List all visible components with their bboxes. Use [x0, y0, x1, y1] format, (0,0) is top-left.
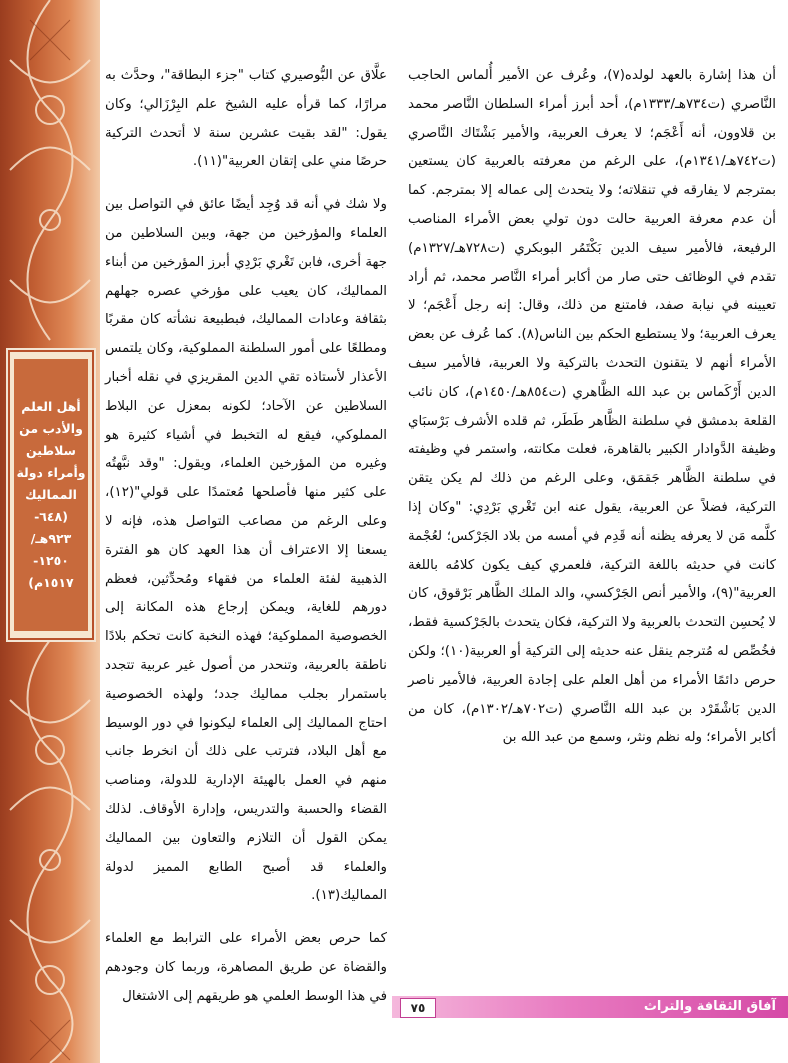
section-label-text: [14, 359, 88, 631]
section-label-line: (٦٤٨-: [34, 509, 68, 524]
text-column-left: [105, 62, 387, 1004]
paragraph: علَّاق عن البُّوصيري كتاب "جزء البطاقة"، وحدَّث به مرارًا، كما قرأه عليه الشيخ علم البِرْزَالي؛ وكان يقول: "لقد بقيت عشرين سنة لا أتحدث التركية حرصًا مني على إتقان العربية"(١١).: [105, 68, 387, 170]
section-label-line: سلاطين: [26, 443, 76, 458]
page-number: ٧٥: [400, 998, 436, 1018]
paragraph: ولا شك في أنه قد وُجِد أيضًا عائق في التواصل بين العلماء والمؤرخين من جهة، وبين السلاطين من جهة أخرى، فابن تَغْري بَرْدِي أبرز المؤرخين من أبناء المماليك، كان يعيب على مؤرخي عصره جهلهم بثقافة وعادات المماليك، فبطبيعة نشأته كان مقربًا ومطلعًا على أمور السلطنة المملوكية، وكان يلتمس الأعذار لأستاذه تقي الدين المقريزي في نقله أخبار السلاطين عن الآحاد؛ لكونه بمعزل عن البلاط المملوكي، فيقع له التخبط في أشياء كثيرة هو وغيره من المؤرخين العلماء، ويقول: "وقد نبَّهتُه على كثير منها فأصلحها مُعتمدًا على قولي"(١٢)، وعلى الرغم من مصاعب التواصل هذه، فإنه لا يسعنا إلا الاعتراف أن هذا العهد كان هو الفترة الذهبية لفئة العلماء من فقهاء ومُحدِّثين، فعظم دورهم للغاية، ويمكن إرجاع هذه المكانة إلى الخصوصية المملوكية؛ فهذه النخبة كانت تحكم بلادًا ناطقة بالعربية، وتنحدر من أصول غير عربية تتجدد باستمرار بجلب مماليك جدد؛ ولهذه الخصوصية احتاج المماليك إلى العلماء ليكونوا في دور الوسيط مع أهل البلاد، فترتب على ذلك أن انخرط جانب منهم في العمل بالهيئة الإدارية للدولة، ومناصب القضاء والحسبة والتدريس، وإدارة الأوقاف. لذلك يمكن القول أن التلازم والتعاون بين المماليك والعلماء قد أصبح الطابع المميز لدولة المماليك(١٣).: [105, 197, 387, 904]
section-label-line: وأمراء دولة: [16, 465, 86, 480]
decorative-side-strip: [0, 0, 100, 1063]
text-column-right: [408, 62, 776, 994]
section-label-line: أهل العلم: [21, 399, 81, 414]
section-label-line: والأدب من: [19, 421, 83, 436]
section-label-line: ١٥١٧م): [28, 575, 74, 590]
section-label-line: ١٢٥٠-: [33, 553, 69, 568]
magazine-title: آفاق الثقافة والتراث: [643, 999, 776, 1014]
section-label-box: [6, 348, 96, 642]
section-label-line: المماليك: [25, 487, 77, 502]
paragraph: كما حرص بعض الأمراء على الترابط مع العلماء والقضاة عن طريق المصاهرة، وربما كان وجودهم في هذا الوسط العلمي هو طريقهم إلى الاشتغال: [105, 931, 387, 1004]
section-label-line: ٩٢٣هـ/: [30, 531, 72, 546]
paragraph: أن هذا إشارة بالعهد لولده(٧)، وعُرف عن الأمير أُلماس الحاجب النَّاصري (ت٧٣٤هـ/١٣٣٣م)، أحد أبرز أمراء السلطان النَّاصر محمد بن قلاوون، أنه أَعْجَم؛ لا يعرف العربية، والأمير بَشْتَاك النَّاصري (ت٧٤٢هـ/١٣٤١م)، على الرغم من معرفته بالعربية كان يستعين بمترجم لا يفارقه في تنقلاته؛ ولا يتحدث إلى عماله إلا بمترجم. كما أن عدم معرفة العربية حالت دون تولي بعض الأمراء المناصب الرفيعة، فالأمير سيف الدين بَكْتَمُر البوبكري (ت٧٢٨هـ/١٣٢٧م) تقدم في الوظائف حتى صار من أكابر أمراء النَّاصر محمد، ثم أراد تعيينه في نيابة صفد، فامتنع من ذلك، وقال: إنه رجل أَعْجَم؛ لا يعرف العربية؛ ولا يستطيع الحكم بين الناس(٨). كما عُرف عن بعض الأمراء أنهم لا يتقنون التحدث بالتركية ولا العربية، فالأمير سيف الدين أَرْكَماس بن عبد الله الظَّاهري (ت٨٥٤هـ/١٤٥٠م)، كان نائب القلعة بدمشق في سلطنة الظَّاهر طَطَر، ثم قلده الأشرف بَرْسبَاي وظيفة الدَّوادار الكبير بالقاهرة، فعلت مكانته، واستمر في وظيفته في سلطنة الظَّاهر جَقمَق، وعلى الرغم من ذلك لم يكن يتقن التركية، فضلاً عن العربية، يقول عنه ابن تَغْري بَرْدِي: "وكان إذا كلَّمه مَن لا يعرفه يظنه أنه قَدِم في أمسه من بلاد الجَرْكس؛ لعُجْمة كانت في حديثه باللغة التركية، فلعمري كيف يكون كلامُه باللغة العربية"(٩)، والأمير أنص الجَرْكسي، والد الملك الظَّاهر بَرْقوق، كان لا يُحسِن التحدث بالعربية ولا التركية، فكان يتحدث بالجَرْكسية فقط، فخُصِّص له مُترجم ينقل عنه حديثه إلى التركية أو العربية(١٠)؛ ولكن حرص دائمًا الأمراء من أهل العلم على إجادة العربية، فالأمير ناصر الدين بَاشْقَرْد بن عبد الله النَّاصري (ت٧٠٢هـ/١٣٠٢م)، كان من أكابر الأمراء؛ وله نظم ونثر، وسمع من عبد الله بن: [408, 68, 777, 746]
